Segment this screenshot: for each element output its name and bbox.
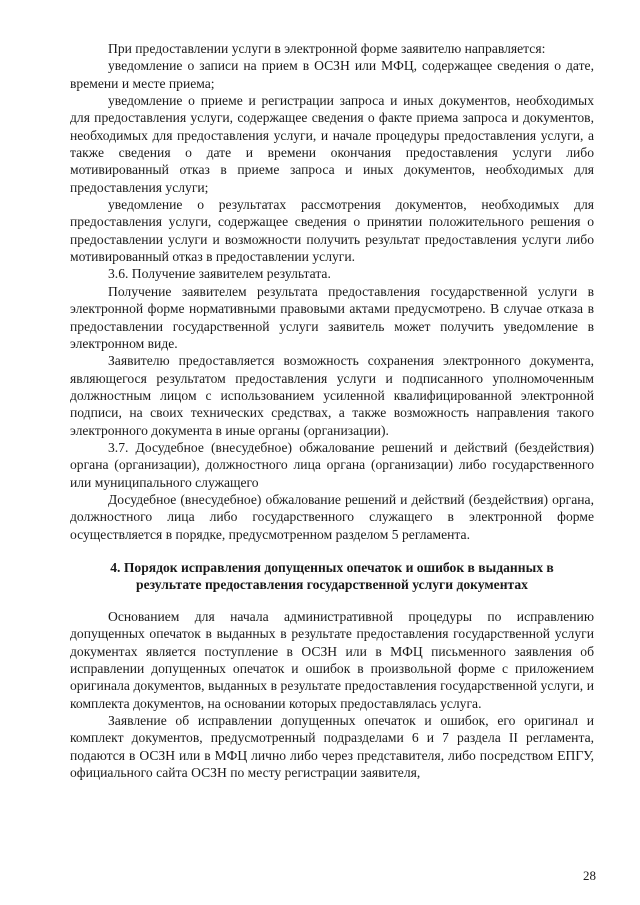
paragraph: Получение заявителем результата предоставления государственной услуги в электронной форме нормативными правовыми актами предусмотрено. В случае отказа в предоставлении государственной услуги заявитель может получить уведомление в электронном виде. bbox=[70, 283, 594, 351]
page-number: 28 bbox=[583, 868, 596, 883]
document-page bbox=[70, 40, 594, 781]
paragraph: Досудебное (внесудебное) обжалование решений и действий (бездействия) органа, должностного лица либо государственного служащего в электронной форме осуществляется в порядке, предусмотренном разделом 5 регламента. bbox=[70, 491, 594, 542]
paragraph: При предоставлении услуги в электронной форме заявителю направляется: bbox=[108, 41, 546, 56]
subsection-title: 3.7. Досудебное (внесудебное) обжалование решений и действий (бездействия) органа (организации), должностного лица органа (организации) либо государственного или муниципального служащего bbox=[70, 439, 594, 490]
paragraph: Заявление об исправлении допущенных опечаток и ошибок, его оригинал и комплект документов, предусмотренный подразделами 6 и 7 раздела II регламента, подаются в ОСЗН или в МФЦ лично либо через представителя, либо посредством ЕПГУ, официального сайта ОСЗН по месту регистрации заявителя, bbox=[70, 713, 594, 781]
paragraph: Основанием для начала административной процедуры по исправлению допущенных опечаток в выданных в результате предоставления государственной услуги документах является поступление в ОСЗН или в МФЦ письменного заявления об исправлении допущенных опечаток и ошибок в произвольной форме с приложением оригинала документов, выданных в результате предоставления государственной услуги, и комплекта документов, на основании которых предоставлялась услуга. bbox=[70, 608, 594, 711]
paragraph: Заявителю предоставляется возможность сохранения электронного документа, являющегося результатом предоставления услуги и подписанного уполномоченным должностным лицом с использованием усиленной квалифицированной электронной подписи, на своих технических средствах, а также возможность направления такого электронного документа в иные органы (организации). bbox=[70, 353, 594, 438]
section-heading-line: 4. Порядок исправления допущенных опечаток и ошибок в выданных в bbox=[110, 559, 554, 575]
section-heading bbox=[70, 559, 594, 594]
paragraph: уведомление о приеме и регистрации запроса и иных документов, необходимых для предоставления услуги, содержащее сведения о факте приема запроса и документов, необходимых для предоставления услуги, и начале процедуры предоставления услуги, а также сведения о дате и времени окончания предоставления услуги либо мотивированный отказ в приеме запроса и иных документов, необходимых для предоставления услуги; bbox=[70, 93, 594, 195]
paragraph: уведомление о записи на прием в ОСЗН или МФЦ, содержащее сведения о дате, времени и месте приема; bbox=[70, 58, 594, 91]
subsection-title: 3.6. Получение заявителем результата. bbox=[108, 266, 331, 282]
section-heading-line: результате предоставления государственной услуги документах bbox=[136, 577, 528, 593]
paragraph: уведомление о результатах рассмотрения документов, необходимых для предоставления услуги, содержащее сведения о принятии положительного решения о предоставлении услуги и возможности получить результат предоставления услуги либо мотивированный отказ в предоставлении услуги. bbox=[70, 197, 594, 265]
